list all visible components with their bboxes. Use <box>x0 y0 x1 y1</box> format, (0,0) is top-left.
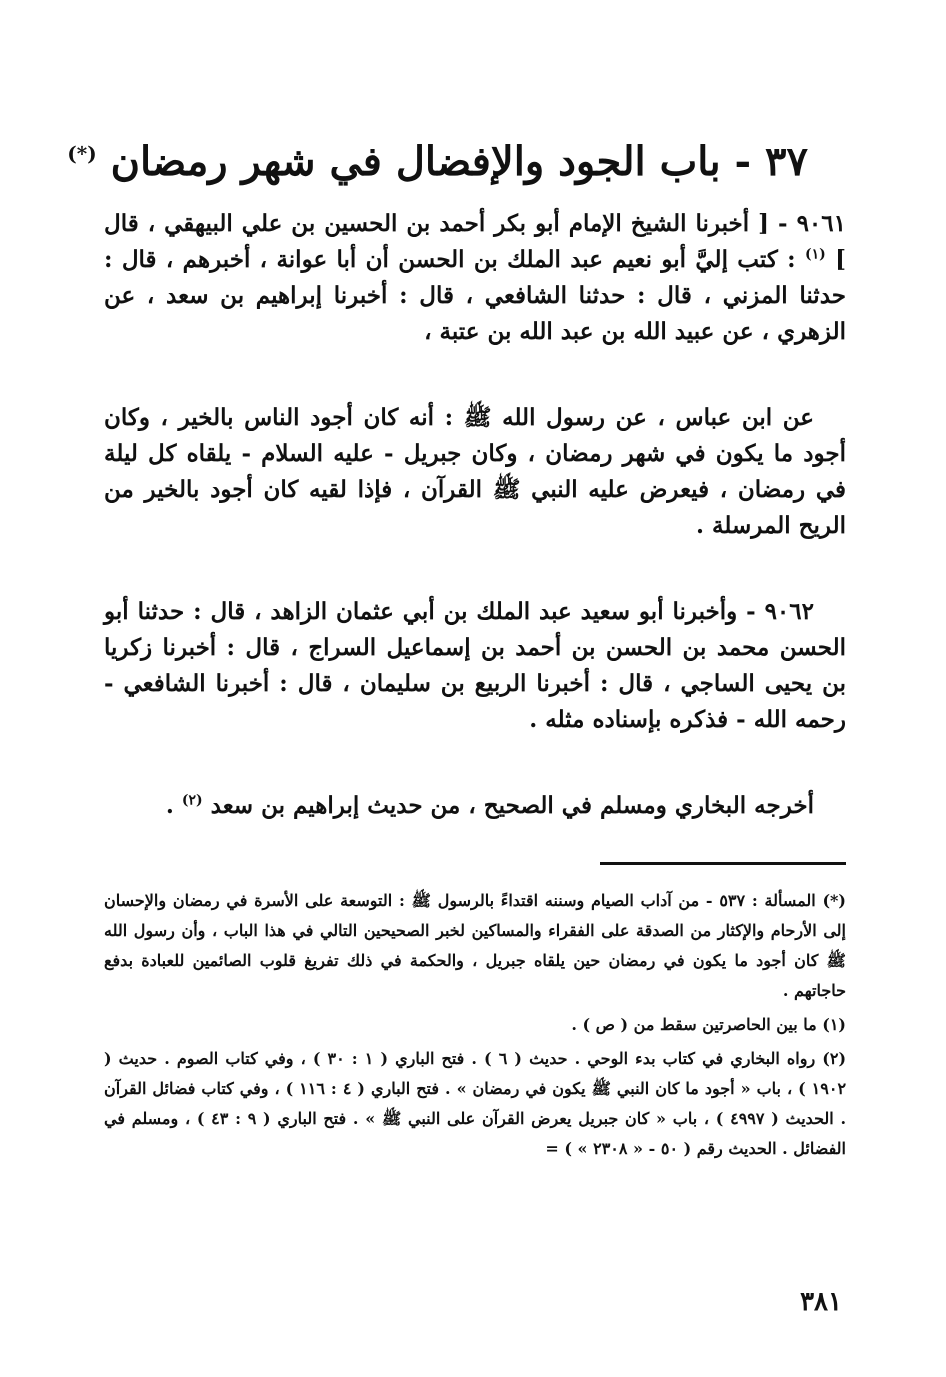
chapter-title-text: ٣٧ - باب الجود والإفضال في شهر رمضان <box>110 138 808 185</box>
hadith-9061-chain-start: ٩٠٦١ - [ أخبرنا الشيخ الإمام أبو بكر أحمد بن الحسين بن علي البيهقي ، قال ] <box>104 210 847 273</box>
hadith-9061-matn-text: عن ابن عباس ، عن رسول الله ﷺ : أنه كان أجود الناس بالخير ، وكان أجود ما يكون في شهر رمضان ، وكان جبريل - عليه السلام - يلقاه كل ليلة في رمضان ، فيعرض عليه النبي ﷺ القرآن ، فإذا لقيه كان أجود بالخير من الريح المرسلة . <box>104 404 846 539</box>
footnote-1: (١) ما بين الحاصرتين سقط من ( ص ) . <box>571 1015 846 1034</box>
hadith-9061-chain-rest: : كتب إليَّ أبو نعيم عبد الملك بن الحسن أن أبا عوانة ، أخبرهم ، قال : حدثنا المزني ، قال : حدثنا الشافعي ، قال : أخبرنا إبراهيم بن سعد ، عن الزهري ، عن عبيد الله بن عبد الله بن عتبة ، <box>104 246 846 345</box>
chapter-footnote-mark: (*) <box>67 141 97 166</box>
footnote-separator <box>600 862 846 865</box>
footnotes <box>104 886 846 1168</box>
hadith-9061-chain <box>104 206 846 350</box>
footnote-ref-2: (٢) <box>181 792 203 809</box>
chapter-title <box>67 132 808 192</box>
hadith-9062-text: ٩٠٦٢ - وأخبرنا أبو سعيد عبد الملك بن أبي عثمان الزاهد ، قال : حدثنا أبو الحسن محمد بن الحسن بن أحمد بن إسماعيل السراج ، قال : أخبرنا زكريا بن يحيى الساجي ، قال : أخبرنا الربيع بن سليمان ، قال : أخبرنا الشافعي - رحمه الله - فذكره بإسناده مثله . <box>104 598 846 733</box>
hadith-9062 <box>104 594 846 738</box>
page-number: ٣٨١ <box>800 1287 842 1317</box>
footnote-ref-1: (١) <box>804 246 826 263</box>
takhrij-text: أخرجه البخاري ومسلم في الصحيح ، من حديث إبراهيم بن سعد <box>210 792 814 819</box>
footnote-2: (٢) رواه البخاري في كتاب بدء الوحي . حديث ( ٦ ) . فتح الباري ( ١ : ٣٠ ) ، وفي كتاب الصوم . حديث ( ١٩٠٢ ) ، باب « أجود ما كان النبي ﷺ يكون في رمضان » . فتح الباري ( ٤ : ١١٦ ) ، وفي كتاب فضائل القرآن . الحديث ( ٤٩٩٧ ) ، باب « كان جبريل يعرض القرآن على النبي ﷺ » . فتح الباري ( ٩ : ٤٣ ) ، ومسلم في الفضائل . الحديث رقم ( ٥٠ - « ٢٣٠٨ » ) = <box>104 1049 847 1158</box>
takhrij-paragraph <box>104 788 846 824</box>
hadith-9061-matn <box>104 400 846 544</box>
footnote-star: (*) المسألة : ٥٣٧ - من آداب الصيام وسننه اقتداءً بالرسول ﷺ : التوسعة على الأسرة في رمضان والإحسان إلى الأرحام والإكثار من الصدقة على الفقراء والمساكين لخبر الصحيحين التالي في هذا الباب ، وأن رسول الله ﷺ كان أجود ما يكون في رمضان حين يلقاه جبريل ، والحكمة في ذلك تفريغ قلوب الصائمين للعبادة بدفع حاجاتهم . <box>104 891 846 1000</box>
takhrij-end: . <box>165 792 174 819</box>
